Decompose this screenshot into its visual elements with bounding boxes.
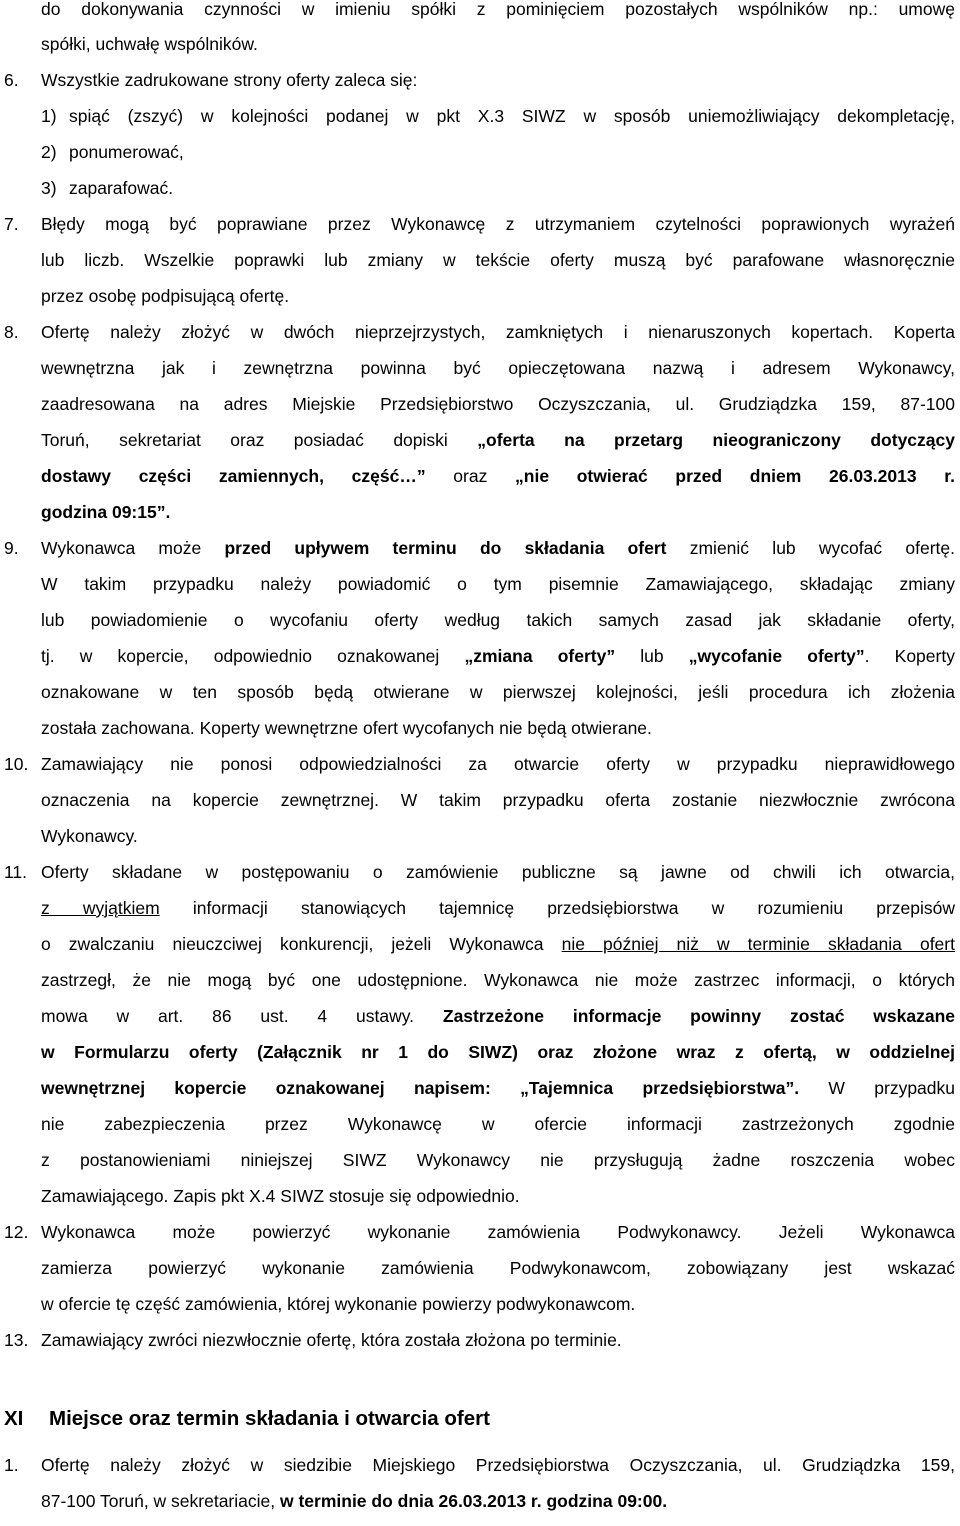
item-10-line-3: Wykonawcy. — [41, 826, 138, 846]
item-11-line-7: wewnętrznej kopercie oznakowanej napisem: „Tajemnica przedsiębiorstwa”. W przypadku — [41, 1078, 955, 1098]
item-9: 9. Wykonawca może przed upływem terminu do składania ofert zmienić lub wycofać ofertę. — [4, 538, 955, 558]
item-6: 6. Wszystkie zadrukowane strony oferty zaleca się: — [0, 69, 960, 105]
item-7-line-3: przez osobę podpisującą ofertę. — [41, 286, 290, 306]
item-11: 11. Oferty składane w postępowaniu o zamówienie publiczne są jawne od chwili ich otwarcia, — [4, 862, 955, 882]
item-9-line-6: została zachowana. Koperty wewnętrzne ofert wycofanych nie będą otwierane. — [41, 718, 652, 738]
section-item-1-line-2: 87-100 Toruń, w sekretariacie, w terminie do dnia 26.03.2013 r. godzina 09:00. — [41, 1491, 668, 1511]
item-11-line-6: w Formularzu oferty (Załącznik nr 1 do SIWZ) oraz złożone wraz z ofertą, w oddzielnej — [41, 1042, 955, 1062]
section-heading — [0, 1405, 960, 1441]
item-6-sub-2: 2) ponumerować, — [41, 142, 184, 162]
item-13: 13. Zamawiający zwróci niezwłocznie ofertę, która została złożona po terminie. — [4, 1330, 622, 1350]
section-item-1: 1. Ofertę należy złożyć w siedzibie Miejskiego Przedsiębiorstwa Oczyszczania, ul. Grudziądzka 159, — [4, 1455, 955, 1475]
item-6-sub-3: 3) zaparafować. — [41, 178, 174, 198]
section-title: Miejsce oraz termin składania i otwarcia ofert — [49, 1407, 490, 1430]
item-9-line-2: W takim przypadku należy powiadomić o tym pisemnie Zamawiającego, składając zmiany — [41, 574, 955, 594]
item-9-line-5: oznakowane w ten sposób będą otwierane w pierwszej kolejności, jeśli procedura ich złożenia — [41, 682, 955, 702]
item-11-line-8: nie zabezpieczenia przez Wykonawcę w ofercie informacji zastrzeżonych zgodnie — [41, 1114, 955, 1134]
item-11-line-5: mowa w art. 86 ust. 4 ustawy. Zastrzeżone informacje powinny zostać wskazane — [41, 1006, 955, 1026]
item-11-line-9: z postanowieniami niniejszej SIWZ Wykonawcy nie przysługują żadne roszczenia wobec — [41, 1150, 955, 1170]
section-number: XI — [4, 1407, 24, 1430]
item-12: 12. Wykonawca może powierzyć wykonanie zamówienia Podwykonawcy. Jeżeli Wykonawca — [4, 1222, 955, 1242]
p5-line-1: do dokonywania czynności w imieniu spółki z pominięciem pozostałych wspólników np.: umowę — [41, 0, 955, 19]
item-11-line-2: z wyjątkiem informacji stanowiących tajemnicę przedsiębiorstwa w rozumieniu przepisów — [41, 898, 956, 918]
item-8-line-3: zaadresowana na adres Miejskie Przedsiębiorstwo Oczyszczania, ul. Grudziądzka 159, 87-100 — [41, 394, 955, 414]
item-7-line-2: lub liczb. Wszelkie poprawki lub zmiany w tekście oferty muszą być parafowane własnoręcznie — [41, 250, 955, 270]
item-11-line-4: zastrzegł, że nie mogą być one udostępnione. Wykonawca nie może zastrzec informacji, o których — [41, 970, 955, 990]
item-9-line-4: tj. w kopercie, odpowiednio oznakowanej „zmiana oferty” lub „wycofanie oferty”. Koperty — [41, 646, 955, 666]
p5-line-2: spółki, uchwałę wspólników. — [41, 34, 258, 54]
item-10: 10. Zamawiający nie ponosi odpowiedzialności za otwarcie oferty w przypadku nieprawidłowego — [4, 754, 955, 774]
item-11-line-10: Zamawiającego. Zapis pkt X.4 SIWZ stosuje się odpowiednio. — [41, 1186, 520, 1206]
item-12-line-3: w ofercie tę część zamówienia, której wykonanie powierzy podwykonawcom. — [41, 1294, 636, 1314]
bold-text: „oferta na przetarg nieograniczony dotyczący — [477, 430, 955, 450]
item-8: 8. Ofertę należy złożyć w dwóch nieprzejrzystych, zamkniętych i nienaruszonych kopertach. Koperta — [4, 322, 955, 342]
item-7: 7. Błędy mogą być poprawiane przez Wykonawcę z utrzymaniem czytelności poprawionych wyrażeń — [4, 214, 955, 234]
item-11-line-3: o zwalczaniu nieuczciwej konkurencji, jeżeli Wykonawca nie później niż w terminie składania ofert — [41, 934, 955, 954]
item-9-line-3: lub powiadomienie o wycofaniu oferty według takich samych zasad jak składanie oferty, — [41, 610, 955, 630]
item-8-line-4: Toruń, sekretariat oraz posiadać dopiski „oferta na przetarg nieograniczony dotyczący — [41, 430, 955, 450]
item-8-line-5: dostawy części zamiennych, część…” oraz „nie otwierać przed dniem 26.03.2013 r. — [41, 466, 955, 486]
item-12-line-2: zamierza powierzyć wykonanie zamówienia Podwykonawcom, zobowiązany jest wskazać — [41, 1258, 955, 1278]
item-6-sub-1: 1) spiąć (zszyć) w kolejności podanej w pkt X.3 SIWZ w sposób uniemożliwiający dekompletację, — [41, 106, 955, 126]
item-number: 6. — [4, 70, 19, 90]
item-10-line-2: oznaczenia na kopercie zewnętrznej. W takim przypadku oferta zostanie niezwłocznie zwrócona — [41, 790, 955, 810]
item-8-line-6: godzina 09:15”. — [41, 502, 171, 522]
item-8-line-2: wewnętrzna jak i zewnętrzna powinna być opieczętowana nazwą i adresem Wykonawcy, — [41, 358, 955, 378]
